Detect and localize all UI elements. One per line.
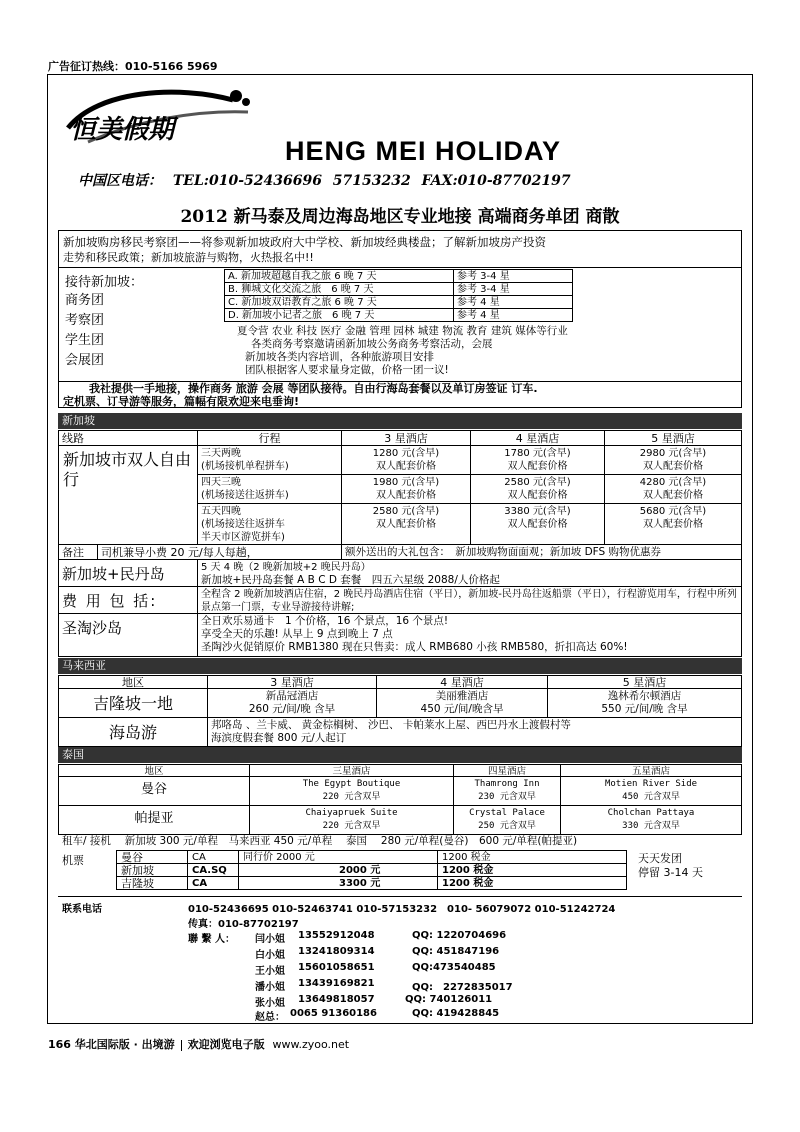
header-4star: 四星酒店 — [453, 764, 561, 777]
hotel-price: 220 元含双早 — [322, 792, 381, 802]
ticket-table — [58, 850, 742, 896]
area-cell: 帕提亚 — [58, 805, 250, 835]
ticket-airline: CA.SQ — [187, 863, 239, 877]
hotel-name: Chaiyapruek Suite — [305, 808, 398, 818]
contact-phones: 010-52436695 010-52463741 010-57153232 010- 56079072 010-51242724 — [188, 904, 616, 915]
header-route: 线路 — [58, 430, 198, 446]
contact-label: 联系电话 — [62, 904, 102, 915]
footer-slogan: 欢迎浏览电子版 — [187, 1038, 265, 1051]
contact-person-qq: QQ: 419428845 — [412, 1008, 500, 1019]
hotel-price: 550 元/间/晚 含早 — [601, 703, 688, 715]
header-area: 地区 — [58, 675, 208, 689]
trip-cell: 五天四晚 (机场接送往返拼车 半天市区游览拼车) — [197, 503, 342, 545]
hotel-cell — [453, 805, 561, 835]
sentosa-line: 享受全天的乐趣! 从早上 9 点到晚上 7 点 — [201, 628, 393, 640]
island-title: 海岛游 — [58, 717, 208, 747]
group-item: 商务团 — [65, 293, 105, 308]
bintan-desc — [197, 559, 742, 587]
footer-page: 166 华北国际版 · 出境游 — [48, 1038, 175, 1051]
tour-name: C. 新加坡双语教育之旅 6 晚 7 天 — [224, 295, 454, 309]
hotel-name: The Egypt Boutique — [302, 779, 401, 789]
contact-person-qq: QQ: 2272835017 — [412, 982, 513, 993]
sentosa-title: 圣淘沙岛 — [58, 613, 198, 657]
price-cell: 3380 元(含早) 双人配套价格 — [470, 503, 605, 545]
phone-line: 中国区电话： TEL:010-52436696 57153232 FAX:010-87702197 — [78, 173, 571, 189]
sentosa-line: 全日欢乐易通卡 1 个价格，16 个景点，16 个景点! — [201, 615, 449, 627]
header-3star: 3 星酒店 — [207, 675, 377, 689]
ticket-tax: 1200 税金 — [437, 863, 627, 877]
kl-hotel — [207, 688, 377, 718]
hotel-name: Motien River Side — [604, 779, 698, 789]
tour-name: B. 狮城文化交流之旅 6 晚 7 天 — [224, 282, 454, 296]
group-list — [65, 291, 104, 371]
header-3star: 三星酒店 — [249, 764, 454, 777]
hotel-cell — [453, 776, 561, 806]
hotel-cell — [249, 805, 454, 835]
note-gift: 额外送出的大礼包含： 新加坡购物面面观；新加坡 DFS 购物优惠券 — [341, 544, 742, 560]
header-4star: 4 星酒店 — [470, 430, 605, 446]
tour-name: D. 新加坡小记者之旅 6 晚 7 天 — [224, 308, 454, 322]
area-cell: 曼谷 — [58, 776, 250, 806]
car-rental: 租车/ 接机 新加坡 300 元/单程 马来西亚 450 元/单程 泰国 280 元/单程(曼谷) 600 元/单程(帕提亚) — [62, 835, 578, 847]
ticket-city: 吉隆坡 — [116, 876, 188, 890]
tour-name: A. 新加坡超越自我之旅 6 晚 7 天 — [224, 269, 454, 283]
hotel-cell — [249, 776, 454, 806]
header-4star: 4 星酒店 — [376, 675, 548, 689]
contact-person-tel: 0065 91360186 — [290, 1008, 377, 1019]
hotel-name: 新晶冠酒店 — [265, 690, 319, 702]
hotel-cell — [560, 776, 742, 806]
tour-ref: 参考 4 星 — [453, 295, 573, 309]
hotel-cell — [560, 805, 742, 835]
contact-person-name: 赵总： — [255, 1012, 285, 1023]
price-cell: 2980 元(含早) 双人配套价格 — [604, 445, 742, 475]
ticket-airline: CA — [187, 876, 239, 890]
section-bar-singapore: 新加坡 — [58, 413, 742, 429]
contact-people-label: 聯 繫 人： — [188, 934, 235, 945]
ticket-airline: CA — [187, 850, 239, 864]
headline: 2012 新马泰及周边海岛地区专业地接 高端商务单团 商散 — [180, 207, 620, 227]
camp-line: 各类商务考察邀请函新加坡公务商务考察活动，会展 — [251, 338, 493, 350]
camp-desc — [237, 325, 568, 377]
island-line: 邦咯岛 、兰卡威、 黄金棕榈树、 沙巴、 卡帕莱水上屋、西巴丹水上渡假村等 — [211, 719, 571, 731]
included-title: 费 用 包 括: — [58, 586, 198, 614]
sentosa-line: 圣陶沙火促销原价 RMB1380 现在只售卖：成人 RMB680 小孩 RMB580，折扣高达 60%! — [201, 641, 628, 653]
contact-person-name: 白小姐 — [255, 950, 285, 961]
ticket-price: 2000 元 — [238, 863, 438, 877]
bintan-title: 新加坡+民丹岛 — [58, 559, 198, 587]
contact-person-tel: 15601058651 — [298, 962, 375, 973]
price-cell: 2580 元(含早) 双人配套价格 — [341, 503, 471, 545]
kl-hotel — [547, 688, 742, 718]
service-line1: 我社提供一手地接，操作商务 旅游 会展 等团队接待。自由行海岛套餐以及单订房签证 订车. — [89, 382, 538, 395]
contact-person-tel: 13439169821 — [298, 978, 375, 989]
contact-fax: 传真：010-87702197 — [188, 919, 299, 930]
kl-hotel — [376, 688, 548, 718]
camp-line: 夏令营 农业 科技 医疗 金融 管理 园林 城建 物流 教育 建筑 媒体等行业 — [237, 325, 568, 337]
group-item: 学生团 — [65, 333, 105, 348]
group-item: 考察团 — [65, 313, 105, 328]
ticket-note: 停留 3-14 天 — [638, 866, 703, 879]
malaysia-table — [58, 675, 742, 745]
brand-name: HENG MEI HOLIDAY — [285, 136, 562, 166]
bintan-line: 新加坡+民丹岛套餐 A B C D 套餐 四五六星级 2088/人价格起 — [201, 574, 500, 586]
contact-person-name: 闫小姐 — [255, 934, 285, 945]
header-area: 地区 — [58, 764, 250, 777]
hotel-name: Cholchan Pattaya — [607, 808, 695, 818]
camp-line: 团队根据客人要求量身定做，价格一团一议! — [245, 364, 449, 376]
kl-title: 吉隆坡一地 — [58, 688, 208, 718]
service-line2: 定机票、订导游等服务，篇幅有限欢迎来电垂询! — [63, 395, 300, 408]
sentosa-desc — [197, 613, 742, 657]
note-tip: 司机兼导小费 20 元/每人每趟， — [97, 544, 342, 560]
price-cell: 1780 元(含早) 双人配套价格 — [470, 445, 605, 475]
bintan-line: 5 天 4 晚（2 晚新加坡+2 晚民丹岛） — [201, 562, 371, 573]
tour-ref: 参考 4 星 — [453, 308, 573, 322]
ticket-city: 曼谷 — [116, 850, 188, 864]
hotel-price: 250 元含双早 — [478, 821, 536, 831]
receive-title: 接待新加坡： — [65, 275, 144, 290]
ad-hotline: 广告征订热线：010-5166 5969 — [48, 60, 218, 73]
header-3star: 3 星酒店 — [341, 430, 471, 446]
hotel-price: 220 元含双早 — [322, 821, 381, 831]
hotel-price: 230 元含双早 — [478, 792, 536, 802]
contact-person-name: 潘小姐 — [255, 982, 285, 993]
logo-swoosh-icon — [58, 80, 258, 160]
price-cell: 2580 元(含早) 双人配套价格 — [470, 474, 605, 504]
intro-box — [58, 230, 742, 408]
contact-person-name: 张小姐 — [255, 998, 285, 1009]
hotel-name: 美丽雅酒店 — [435, 690, 489, 702]
intro-line1: 新加坡购房移民考察团——将参观新加坡政府大中学校、新加坡经典楼盘；了解新加坡房产投资 — [63, 235, 546, 249]
hotel-price: 450 元含双早 — [622, 792, 680, 802]
contact-person-tel: 13241809314 — [298, 946, 375, 957]
included-desc: 全程含 2 晚新加坡酒店住宿，2 晚民丹岛酒店住宿（平日），新加坡-民丹岛往返船票（平日），行程游览用车，行程中所列景点第一门票，专业导游接待讲解; — [197, 586, 742, 614]
ticket-price: 3300 元 — [238, 876, 438, 890]
contact-person-tel: 13649818057 — [298, 994, 375, 1005]
hotel-name: Thamrong Inn — [474, 779, 540, 789]
note-label: 备注 — [58, 544, 98, 560]
island-line: 海滨度假套餐 800 元/人起订 — [211, 732, 347, 744]
ticket-price: 同行价 2000 元 — [238, 850, 438, 864]
contact-person-name: 王小姐 — [255, 966, 285, 977]
price-cell: 5680 元(含早) 双人配套价格 — [604, 503, 742, 545]
contact-person-qq: QQ:473540485 — [412, 962, 496, 973]
section-bar-malaysia: 马来西亚 — [58, 658, 742, 674]
hotel-name: Crystal Palace — [469, 808, 545, 818]
price-cell: 4280 元(含早) 双人配套价格 — [604, 474, 742, 504]
header-5star: 5 星酒店 — [547, 675, 742, 689]
header-5star: 五星酒店 — [560, 764, 742, 777]
contact-person-qq: QQ: 740126011 — [405, 994, 493, 1005]
logo-text: 恒美假期 — [70, 115, 175, 145]
ticket-tax: 1200 税金 — [437, 850, 627, 864]
tour-ref: 参考 3-4 星 — [453, 269, 573, 283]
header-trip: 行程 — [197, 430, 342, 446]
hotel-price: 260 元/间/晚 含早 — [248, 703, 336, 715]
hotel-name: 逸林希尔顿酒店 — [607, 690, 682, 702]
route-name: 新加坡市双人自由行 — [58, 445, 198, 545]
hotel-price: 450 元/间/晚含早 — [420, 703, 504, 715]
contact-person-qq: QQ: 1220704696 — [412, 930, 507, 941]
footer-url[interactable]: www.zyoo.net — [272, 1038, 350, 1051]
ticket-label: 机票 — [62, 854, 84, 867]
intro-line2: 走势和移民政策；新加坡旅游与购物，火热报名中!! — [63, 251, 314, 264]
ticket-note: 天天发团 — [638, 852, 682, 865]
price-cell: 1280 元(含早) 双人配套价格 — [341, 445, 471, 475]
camp-line: 新加坡各类内容培训，各种旅游项目安排 — [245, 351, 434, 363]
section-bar-thailand: 泰国 — [58, 747, 742, 763]
company-logo — [58, 80, 258, 160]
contact-person-qq: QQ: 451847196 — [412, 946, 500, 957]
header-5star: 5 星酒店 — [604, 430, 742, 446]
hotel-price: 330 元含双早 — [622, 821, 680, 831]
tour-ref: 参考 3-4 星 — [453, 282, 573, 296]
price-cell: 1980 元(含早) 双人配套价格 — [341, 474, 471, 504]
trip-cell: 四天三晚 (机场接送往返拼车) — [197, 474, 342, 504]
page-footer — [48, 1036, 349, 1052]
contact-person-tel: 13552912048 — [298, 930, 375, 941]
ticket-city: 新加坡 — [116, 863, 188, 877]
group-item: 会展团 — [65, 353, 105, 368]
trip-cell: 三天两晚 (机场接机单程拼车) — [197, 445, 342, 475]
island-desc — [207, 717, 742, 747]
ticket-tax: 1200 税金 — [437, 876, 627, 890]
